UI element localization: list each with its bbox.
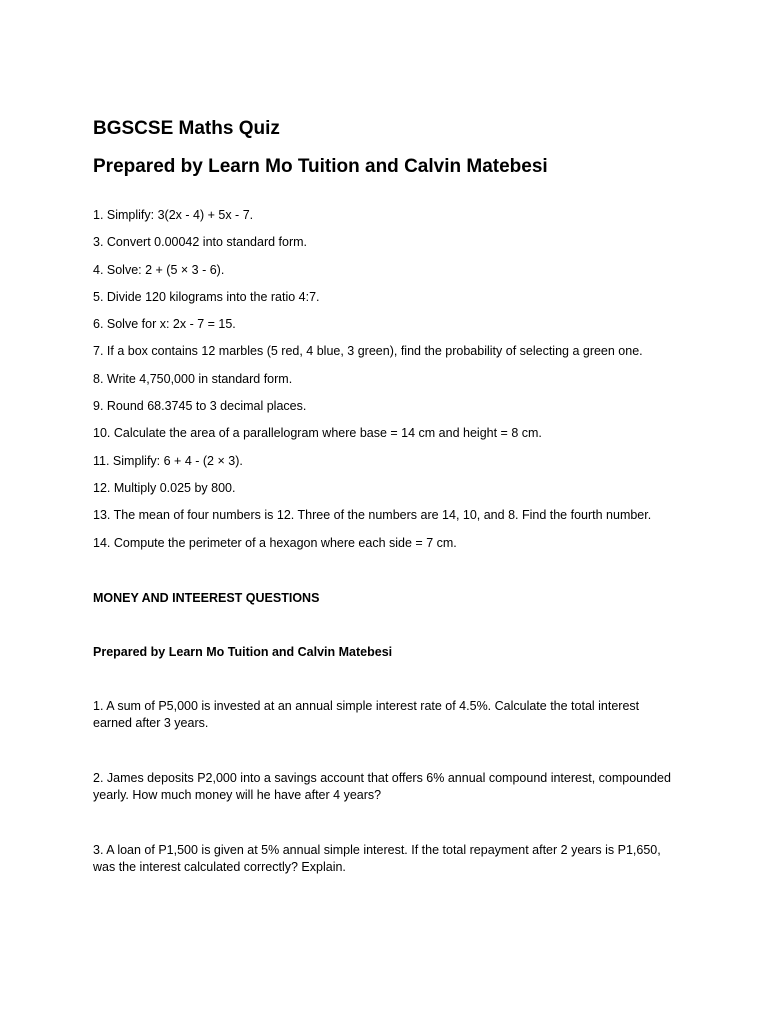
document-subtitle: Prepared by Learn Mo Tuition and Calvin Matebesi <box>93 156 548 177</box>
quiz-question: 1. Simplify: 3(2x - 4) + 5x - 7. <box>93 208 254 222</box>
money-prepared-by: Prepared by Learn Mo Tuition and Calvin Matebesi <box>93 644 393 659</box>
quiz-question: 14. Compute the perimeter of a hexagon where each side = 7 cm. <box>93 535 457 550</box>
money-question-list <box>93 698 672 877</box>
quiz-question: 7. If a box contains 12 marbles (5 red, 4 blue, 3 green), find the probability of selecting a green one. <box>93 344 643 359</box>
quiz-question: 13. The mean of four numbers is 12. Three of the numbers are 14, 10, and 8. Find the fourth number. <box>93 508 652 523</box>
quiz-question: 3. Convert 0.00042 into standard form. <box>93 235 308 250</box>
money-question: 3. A loan of P1,500 is given at 5% annual simple interest. If the total repayment after 2 years is P1,650, was the interest calculated correctly? Explain. <box>93 842 661 875</box>
document-title: BGSCSE Maths Quiz <box>93 118 280 139</box>
quiz-question: 10. Calculate the area of a parallelogram where base = 14 cm and height = 8 cm. <box>93 426 542 441</box>
money-question: 2. James deposits P2,000 into a savings account that offers 6% annual compound interest, compounded yearly. How much money will he have after 4 years? <box>93 770 671 803</box>
money-question: 1. A sum of P5,000 is invested at an annual simple interest rate of 4.5%. Calculate the total interest earned after 3 years. <box>93 698 640 731</box>
quiz-question: 5. Divide 120 kilograms into the ratio 4:7. <box>93 289 320 304</box>
quiz-question-list <box>93 206 672 552</box>
quiz-question: 4. Solve: 2 + (5 × 3 - 6). <box>93 262 225 277</box>
money-section-heading: MONEY AND INTEEREST QUESTIONS <box>93 590 320 605</box>
quiz-question: 11. Simplify: 6 + 4 - (2 × 3). <box>93 453 243 468</box>
quiz-question: 12. Multiply 0.025 by 800. <box>93 480 236 495</box>
quiz-question: 8. Write 4,750,000 in standard form. <box>93 371 293 386</box>
quiz-question: 6. Solve for x: 2x - 7 = 15. <box>93 317 236 332</box>
quiz-question: 9. Round 68.3745 to 3 decimal places. <box>93 399 307 414</box>
